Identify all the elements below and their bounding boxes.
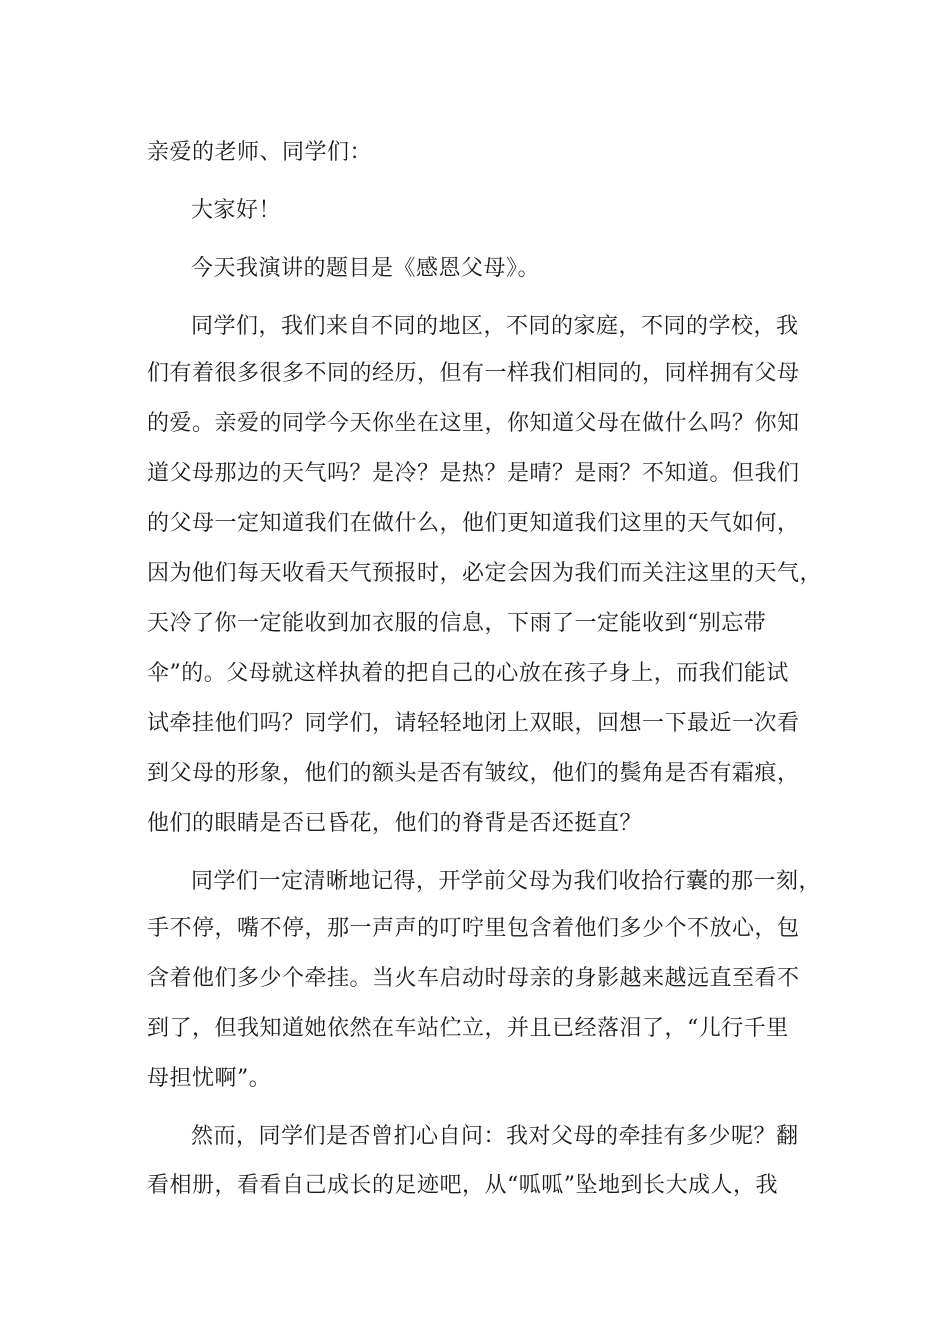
salutation: 亲爱的老师、同学们： bbox=[147, 140, 373, 165]
paragraph-2-line: 到了，但我知道她依然在车站伫立，并且已经落泪了，“儿行千里 bbox=[147, 1016, 789, 1041]
paragraph-1-line: 他们的眼睛是否已昏花，他们的脊背是否还挺直？ bbox=[147, 811, 643, 836]
greeting: 大家好！ bbox=[191, 198, 282, 223]
paragraph-1-line: 们有着很多很多不同的经历，但有一样我们相同的，同样拥有父母 bbox=[147, 361, 800, 386]
paragraph-1-line: 试牵挂他们吗？同学们，请轻轻地闭上双眼，回想一下最近一次看 bbox=[147, 711, 800, 736]
paragraph-2-line: 同学们一定清晰地记得，开学前父母为我们收拾行囊的那一刻， bbox=[191, 869, 822, 894]
paragraph-1-line: 因为他们每天收看天气预报时，必定会因为我们而关注这里的天气， bbox=[147, 561, 823, 586]
paragraph-1-line: 同学们，我们来自不同的地区，不同的家庭，不同的学校，我 bbox=[191, 314, 799, 339]
topic-line: 今天我演讲的题目是《感恩父母》。 bbox=[191, 256, 541, 281]
paragraph-2-line: 含着他们多少个牵挂。当火车启动时母亲的身影越来越远直至看不 bbox=[147, 966, 800, 991]
paragraph-1-line: 道父母那边的天气吗？是冷？是热？是晴？是雨？不知道。但我们 bbox=[147, 461, 800, 486]
paragraph-1-line: 的爱。亲爱的同学今天你坐在这里，你知道父母在做什么吗？你知 bbox=[147, 411, 800, 436]
paragraph-1-line: 天冷了你一定能收到加衣服的信息，下雨了一定能收到“别忘带 bbox=[147, 611, 767, 636]
paragraph-1-line: 伞”的。父母就这样执着的把自己的心放在孩子身上，而我们能试 bbox=[147, 661, 789, 686]
paragraph-3-line: 然而，同学们是否曾扪心自问：我对父母的牵挂有多少呢？翻 bbox=[191, 1124, 799, 1149]
paragraph-2-line: 母担忧啊”。 bbox=[147, 1066, 272, 1091]
paragraph-3-line: 看相册，看看自己成长的足迹吧，从“呱呱”坠地到长大成人，我 bbox=[147, 1173, 778, 1198]
paragraph-2-line: 手不停，嘴不停，那一声声的叮咛里包含着他们多少个不放心，包 bbox=[147, 916, 800, 941]
paragraph-1-line: 的父母一定知道我们在做什么，他们更知道我们这里的天气如何， bbox=[147, 511, 800, 536]
paragraph-1-line: 到父母的形象，他们的额头是否有皱纹，他们的鬓角是否有霜痕， bbox=[147, 761, 800, 786]
